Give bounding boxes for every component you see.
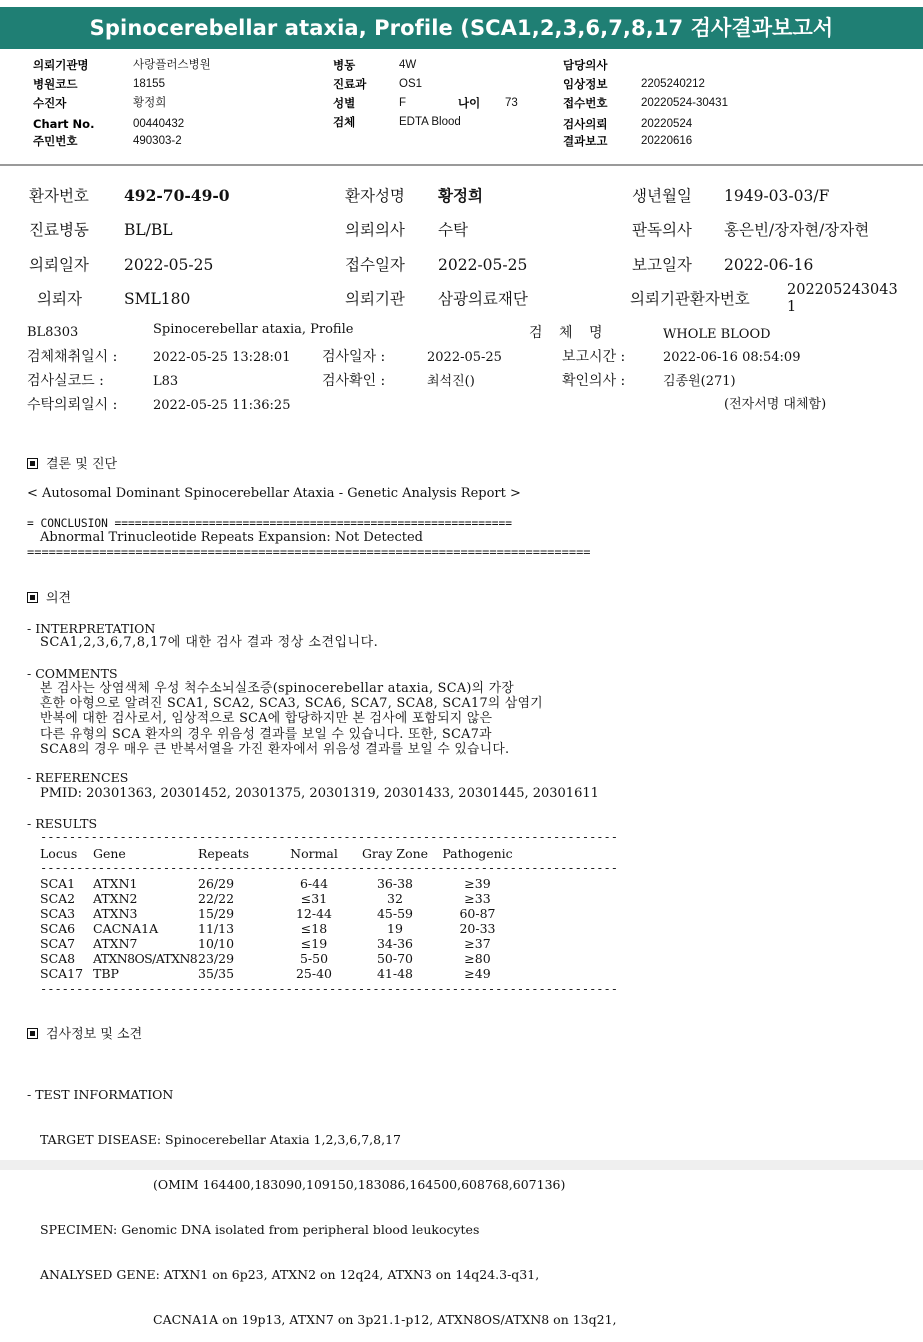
results-body (40, 876, 515, 981)
references-label: - REFERENCES (27, 770, 129, 785)
table-row (40, 951, 515, 966)
ward-full-label: 진료병동 (29, 221, 89, 239)
results-table (40, 846, 515, 861)
col-grayzone: Gray Zone (361, 846, 429, 861)
table-cell: 15/29 (198, 906, 235, 921)
test-request-value: 20220524 (641, 118, 693, 130)
inst-patient-no-line2: 1 (787, 299, 797, 315)
target-disease: TARGET DISEASE: Spinocerebellar Ataxia 1,2,3,6,7,8,17 (40, 1132, 401, 1147)
report-time-label: 보고시간 : (562, 349, 626, 365)
conclusion-heading-text: 결론 및 진단 (46, 457, 118, 472)
references-text: PMID: 20301363, 20301452, 20301375, 20301319, 20301433, 20301445, 20301611 (40, 786, 599, 801)
table-cell: ≥33 (464, 891, 491, 906)
section-square-icon (27, 1028, 38, 1039)
test-name: Spinocerebellar ataxia, Profile (153, 322, 354, 337)
report-subtitle: < Autosomal Dominant Spinocerebellar Ataxia - Genetic Analysis Report > (27, 486, 521, 501)
results-header-row (40, 846, 515, 861)
table-cell: ≥39 (464, 876, 491, 891)
ward-value: 4W (399, 59, 417, 71)
table-row (40, 876, 515, 891)
institution-label: 의뢰기관 (345, 290, 405, 308)
consign-label: 수탁의뢰일시 : (27, 397, 118, 413)
test-info-label: - TEST INFORMATION (27, 1087, 174, 1102)
test-request-label: 검사의뢰 (563, 117, 608, 131)
table-cell: ≥80 (464, 951, 491, 966)
inst-patient-no-label: 의뢰기관환자번호 (630, 290, 750, 308)
conclusion-text: Abnormal Trinucleotide Repeats Expansion: Not Detected (40, 530, 423, 545)
comments-label: - COMMENTS (27, 666, 118, 681)
patient-name-label: 환자성명 (345, 187, 405, 205)
table-row (40, 921, 515, 936)
comment-line: 본 검사는 상염색체 우성 척수소뇌실조증(spinocerebellar ataxia, SCA)의 가장 (40, 681, 515, 696)
verifier-label: 확인의사 : (562, 373, 626, 389)
interpretation-label: - INTERPRETATION (27, 621, 156, 636)
table-cell: SCA1 (40, 876, 76, 891)
table-cell: 34-36 (376, 936, 414, 951)
verifier-value: 김종원(271) (663, 374, 736, 389)
resident-no-value: 490303-2 (133, 135, 182, 147)
test-date-label: 검사일자 : (322, 349, 386, 365)
table-cell: ATXN3 (93, 906, 138, 921)
hospital-name-label: 의뢰기관명 (33, 58, 89, 72)
chart-no-value: 00440432 (133, 118, 185, 130)
patient-label: 수진자 (33, 96, 67, 110)
conclusion-heading (27, 457, 117, 472)
header-divider (0, 164, 923, 166)
opinion-heading-text: 의견 (46, 591, 72, 606)
col-locus: Locus (40, 846, 78, 861)
table-row (40, 936, 515, 951)
patient-name-value: 황정희 (438, 186, 483, 205)
rep-date-label: 보고일자 (632, 256, 692, 274)
reader-label: 판독의사 (632, 221, 692, 239)
req-date-value: 2022-05-25 (124, 256, 214, 274)
omim-line: (OMIM 164400,183090,109150,183086,164500,608768,607136) (153, 1177, 566, 1192)
analysed-gene-line1: ANALYSED GENE: ATXN1 on 6p23, ATXN2 on 12q24, ATXN3 on 14q24.3-q31, (40, 1267, 540, 1282)
bottom-strip (0, 1160, 923, 1170)
comment-line: SCA8의 경우 매우 큰 반복서열을 가진 환자에서 위음성 결과를 보일 수 있습니다. (40, 741, 510, 757)
sex-label: 성별 (333, 96, 356, 110)
table-cell: 26/29 (198, 876, 235, 891)
patient-value: 황정희 (133, 97, 167, 109)
table-cell: SCA2 (40, 891, 76, 906)
hospital-code-value: 18155 (133, 78, 165, 90)
rec-date-value: 2022-05-25 (438, 256, 528, 274)
ward-label: 병동 (333, 58, 356, 72)
department-label: 진료과 (333, 77, 367, 91)
comment-line: 반복에 대한 검사로서, 임상적으로 SCA에 합당하지만 본 검사에 포함되지 않은 (40, 711, 493, 727)
table-cell: SCA8 (40, 951, 76, 966)
table-cell: ATXN1 (93, 876, 138, 891)
table-cell: 36-38 (376, 876, 414, 891)
table-cell: ≥49 (464, 966, 491, 981)
col-repeats: Repeats (198, 846, 250, 861)
table-cell: 20-33 (459, 921, 496, 936)
req-doctor-value: 수탁 (438, 221, 468, 239)
test-info-heading-text: 검사정보 및 소견 (46, 1027, 143, 1042)
table-cell: 12-44 (295, 906, 333, 921)
results-label: - RESULTS (27, 816, 98, 831)
conclusion-label: = CONCLUSION =========================================================== (27, 517, 512, 530)
table-cell: 41-48 (376, 966, 414, 981)
test-date-value: 2022-05-25 (427, 350, 502, 365)
table-cell: ATXN2 (93, 891, 138, 906)
table-row (40, 891, 515, 906)
table-cell: 5-50 (299, 951, 329, 966)
comment-line: 흔한 아형으로 알려진 SCA1, SCA2, SCA3, SCA6, SCA7, SCA8, SCA17의 삼염기 (40, 696, 543, 712)
report-time-value: 2022-06-16 08:54:09 (663, 350, 801, 365)
hospital-name-value: 사랑플러스병원 (133, 59, 211, 71)
table-cell: ATXN8OS/ATXN8 (93, 951, 198, 966)
table-cell: ≤18 (300, 921, 328, 936)
table-cell: 22/22 (198, 891, 235, 906)
req-date-label: 의뢰일자 (29, 256, 89, 274)
col-normal: Normal (290, 846, 338, 861)
table-cell: ≥37 (464, 936, 491, 951)
dob-value: 1949-03-03/F (724, 187, 830, 205)
table-cell: 45-59 (376, 906, 414, 921)
dob-label: 생년월일 (632, 187, 692, 205)
table-cell: SCA3 (40, 906, 76, 921)
table-cell: CACNA1A (93, 921, 159, 936)
table-cell: SCA7 (40, 936, 76, 951)
hospital-code-label: 병원코드 (33, 77, 78, 91)
receipt-no-value: 20220524-30431 (641, 97, 728, 109)
table-cell: 35/35 (198, 966, 235, 981)
col-pathogenic: Pathogenic (442, 846, 513, 861)
conclusion-rule: ============================================================================== (27, 545, 591, 559)
institution-value: 삼광의료재단 (438, 290, 528, 308)
section-square-icon (27, 458, 38, 469)
department-value: OS1 (399, 78, 423, 90)
rec-date-label: 접수일자 (345, 256, 405, 274)
analysed-gene-line2: CACNA1A on 19p13, ATXN7 on 3p21.1-p12, ATXN8OS/ATXN8 on 13q21, (153, 1312, 617, 1327)
reader-value: 홍은빈/장자현/장자현 (724, 221, 870, 239)
ward-full-value: BL/BL (124, 221, 173, 239)
table-cell: 60-87 (459, 906, 496, 921)
table-cell: SCA6 (40, 921, 76, 936)
specimen-name-label: 검 체 명 (529, 325, 609, 341)
test-code: BL8303 (27, 325, 79, 340)
requester-label: 의뢰자 (37, 290, 82, 308)
section-square-icon (27, 592, 38, 603)
table-cell: 11/13 (198, 921, 235, 936)
table-cell: 10/10 (198, 936, 235, 951)
confirm-value: 최석진() (427, 374, 475, 389)
patient-id-label: 환자번호 (29, 187, 89, 205)
inst-patient-no-value (787, 282, 898, 316)
inst-patient-no-line1: 202205243043 (787, 282, 898, 298)
table-cell: TBP (93, 966, 119, 981)
table-cell: 6-44 (299, 876, 329, 891)
test-info-heading (27, 1027, 142, 1042)
table-cell: 25-40 (295, 966, 333, 981)
opinion-heading (27, 591, 71, 606)
table-cell: 19 (387, 921, 403, 936)
result-report-label: 결과보고 (563, 134, 608, 148)
table-cell: ≤31 (300, 891, 328, 906)
comments-text (40, 681, 543, 757)
room-label: 검사실코드 : (27, 373, 104, 389)
room-value: L83 (153, 374, 179, 389)
results-rule-bottom: -------------------------------------------------------------------------------- (40, 982, 618, 996)
age-label: 나이 (458, 96, 481, 110)
specimen-value: EDTA Blood (399, 116, 461, 128)
sex-value: F (399, 97, 407, 109)
report-title: Spinocerebellar ataxia, Profile (SCA1,2,3,6,7,8,17 검사결과보고서 (0, 7, 923, 49)
collect-value: 2022-05-25 13:28:01 (153, 350, 291, 365)
age-value: 73 (505, 97, 518, 109)
resident-no-label: 주민번호 (33, 134, 78, 148)
confirm-label: 검사확인 : (322, 373, 386, 389)
specimen-name-value: WHOLE BLOOD (663, 327, 771, 342)
table-cell: SCA17 (40, 966, 84, 981)
table-cell: 50-70 (376, 951, 414, 966)
table-cell: ATXN7 (93, 936, 138, 951)
results-rule-mid: -------------------------------------------------------------------------------- (40, 861, 618, 875)
table-row (40, 966, 515, 981)
specimen-label: 검체 (333, 115, 356, 129)
rep-date-value: 2022-06-16 (724, 256, 814, 274)
chart-no-label: Chart No. (33, 117, 95, 131)
clinical-info-value: 2205240212 (641, 78, 705, 90)
interpretation-text: SCA1,2,3,6,7,8,17에 대한 검사 결과 정상 소견입니다. (40, 635, 379, 650)
patient-id-value: 492-70-49-0 (124, 186, 230, 205)
req-doctor-label: 의뢰의사 (345, 221, 405, 239)
e-signature-note: (전자서명 대체함) (724, 397, 827, 412)
table-cell: ≤19 (300, 936, 328, 951)
table-cell: 32 (387, 891, 403, 906)
results-rule-top: -------------------------------------------------------------------------------- (40, 830, 618, 844)
attending-label: 담당의사 (563, 58, 608, 72)
comment-line: 다른 유형의 SCA 환자의 경우 위음성 결과를 보일 수 있습니다. 또한, SCA7과 (40, 726, 492, 742)
requester-value: SML180 (124, 290, 191, 308)
col-gene: Gene (93, 846, 126, 861)
table-cell: 23/29 (198, 951, 235, 966)
specimen-line: SPECIMEN: Genomic DNA isolated from peripheral blood leukocytes (40, 1222, 480, 1237)
clinical-info-label: 임상정보 (563, 77, 608, 91)
result-report-value: 20220616 (641, 135, 693, 147)
consign-value: 2022-05-25 11:36:25 (153, 398, 291, 413)
receipt-no-label: 접수번호 (563, 96, 608, 110)
test-information (27, 1057, 617, 1342)
table-row (40, 906, 515, 921)
collect-label: 검체채취일시 : (27, 349, 118, 365)
